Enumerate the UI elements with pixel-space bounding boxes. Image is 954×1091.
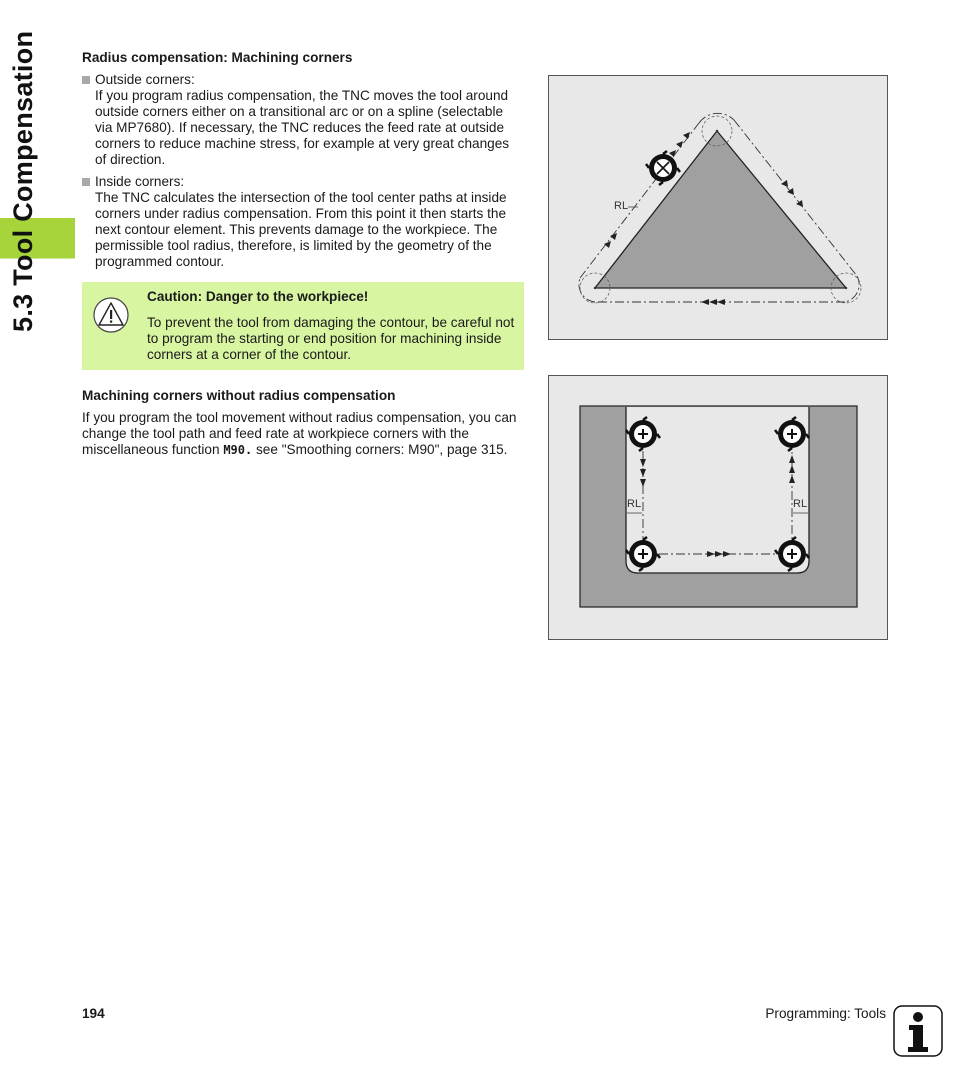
bullet-label: Outside corners: [95,72,195,87]
bullet-outside-corners [82,72,524,168]
figure-no-compensation [548,375,888,640]
bullet-square-icon [82,76,90,84]
code-m90: M90. [223,443,253,457]
bullet-inside-corners [82,174,524,270]
figure2-rl-label-left: RL [627,498,642,510]
page-number: 194 [82,1006,105,1021]
caution-text: To prevent the tool from damaging the contour, be careful not to program the starting or end position for machining inside corners at a corner of the contour. [147,315,515,362]
section-heading-no-compensation: Machining corners without radius compensation [82,388,396,403]
caution-title: Caution: Danger to the workpiece! [147,289,369,304]
section-no-radius-compensation [82,388,524,458]
chapter-title: 5.3 Tool Compensation [8,30,38,332]
main-content [82,50,524,458]
paragraph-text-start: If you program the tool movement without radius compensation, you can change the tool path and feed rate at workpiece corners with the miscellaneous function [82,410,517,457]
warning-icon [92,296,130,334]
figure-outside-corners [548,75,888,340]
caution-box [82,282,524,370]
footer-label: Programming: Tools [765,1006,886,1021]
milling-cutter-icon [646,151,680,185]
section-heading-radius-compensation: Radius compensation: Machining corners [82,50,353,65]
bullet-text: The TNC calculates the intersection of the tool center paths at inside corners under radius compensation. From this point it then starts the next contour element. This prevents damage to the workpiece. The permissible tool radius, therefore, is limited by the geometry of the programmed contour. [95,190,507,269]
bullet-label: Inside corners: [95,174,185,189]
bullet-text: If you program radius compensation, the TNC moves the tool around outside corners either on a transitional arc or on a spline (selectable via MP7680). If necessary, the TNC reduces the feed rate at outside corners to reduce machine stress, for example at very great changes of direction. [95,88,510,167]
figure2-rl-label-right: RL [793,498,808,510]
paragraph-text-end: see "Smoothing corners: M90", page 315. [252,442,508,457]
section-paragraph [82,410,524,458]
figure1-rl-label: RL [614,200,629,212]
bullet-square-icon [82,178,90,186]
info-icon [893,1005,943,1057]
